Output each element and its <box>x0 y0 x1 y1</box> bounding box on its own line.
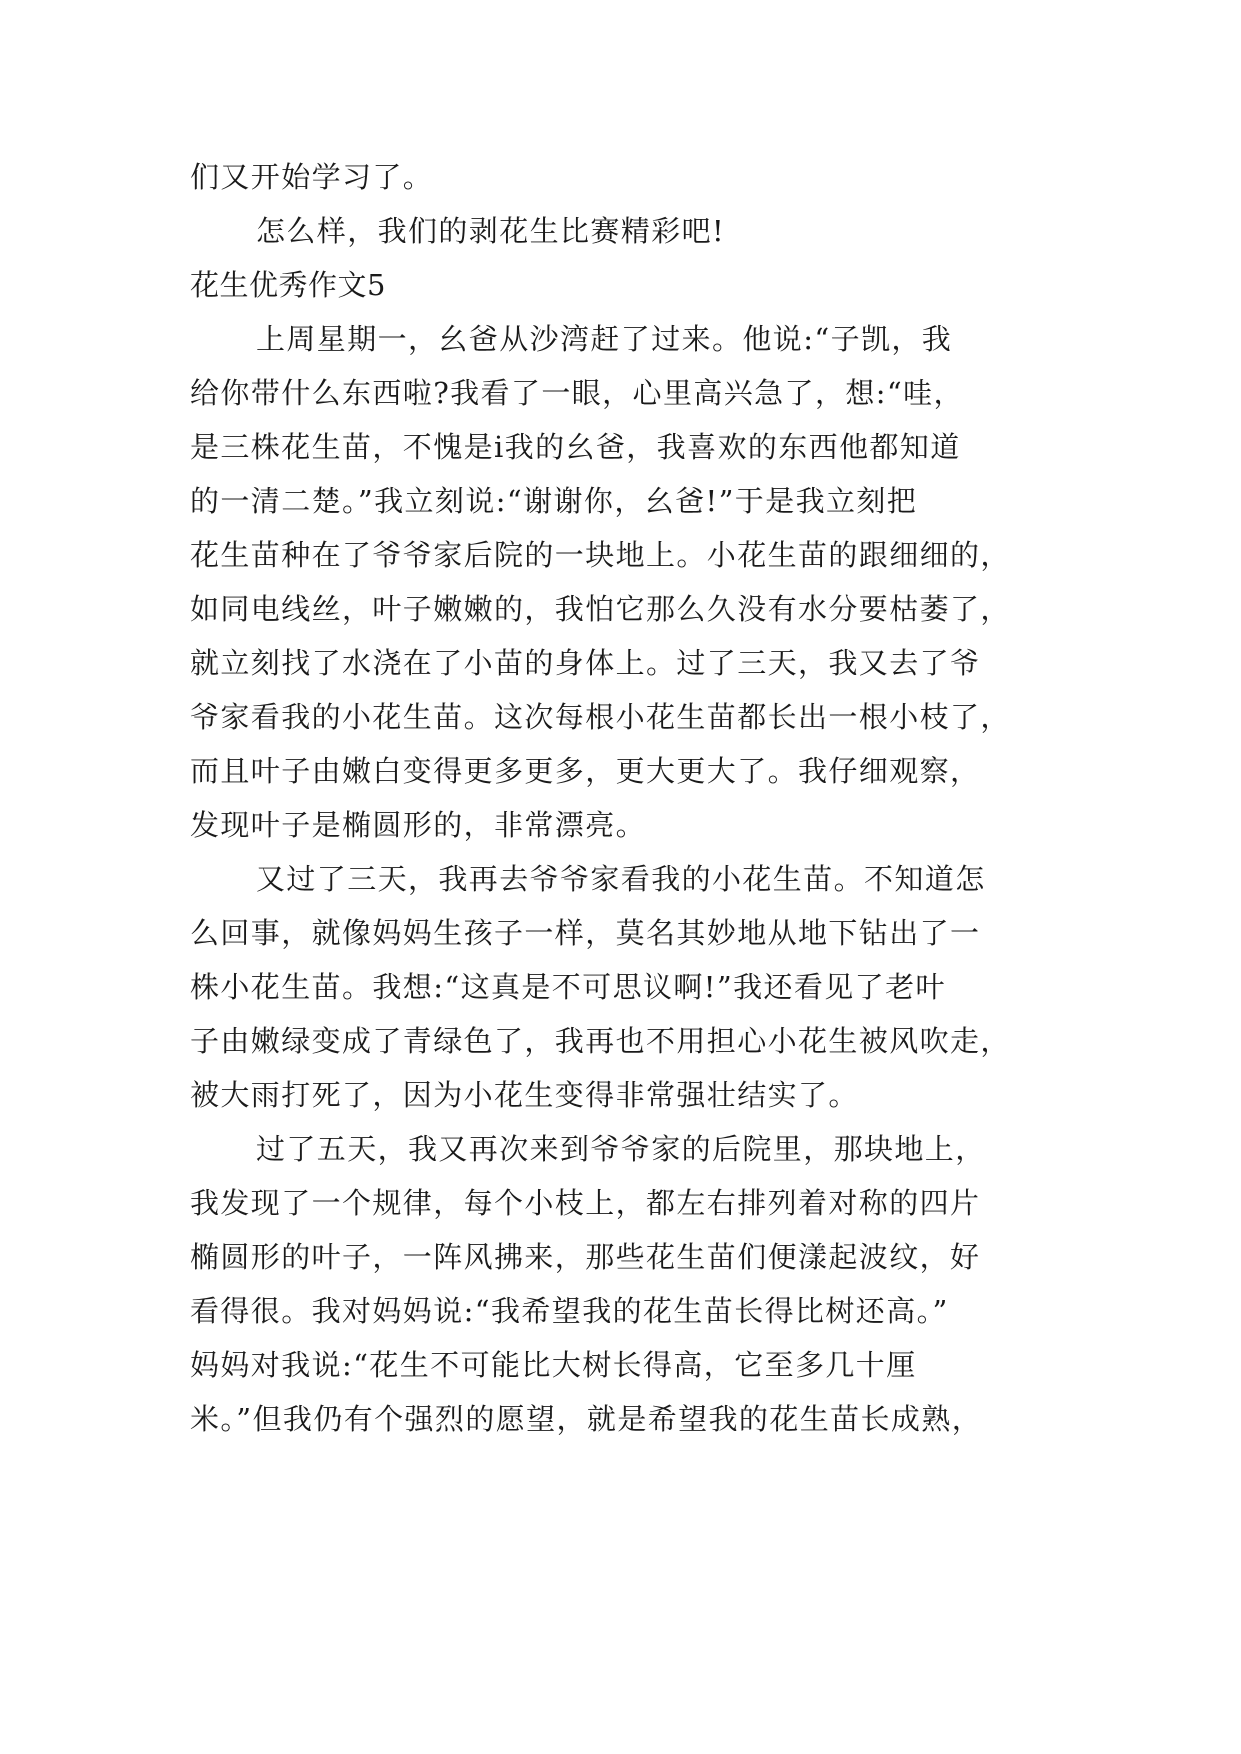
text-line: 就立刻找了水浇在了小苗的身体上。过了三天，我又去了爷 <box>190 646 981 680</box>
text-line: 过了五天，我又再次来到爷爷家的后院里，那块地上， <box>256 1132 986 1166</box>
text-line: 株小花生苗。我想:“这真是不可思议啊!”我还看见了老叶 <box>190 970 946 1004</box>
text-line: 米。”但我仍有个强烈的愿望，就是希望我的花生苗长成熟， <box>190 1402 983 1436</box>
text-line: 妈妈对我说:“花生不可能比大树长得高，它至多几十厘 <box>190 1348 917 1382</box>
text-line: 子由嫩绿变成了青绿色了，我再也不用担心小花生被风吹走， <box>190 1024 1011 1058</box>
text-line: 是三株花生苗，不愧是i我的幺爸，我喜欢的东西他都知道 <box>190 430 961 464</box>
section-heading: 花生优秀作文5 <box>190 268 386 302</box>
text-line: 被大雨打死了，因为小花生变得非常强壮结实了。 <box>190 1078 859 1112</box>
text-line: 们又开始学习了。 <box>190 160 434 194</box>
text-line: 如同电线丝，叶子嫩嫩的，我怕它那么久没有水分要枯萎了， <box>190 592 1011 626</box>
text-line: 发现叶子是椭圆形的，非常漂亮。 <box>190 808 647 842</box>
text-line: 我发现了一个规律，每个小枝上，都左右排列着对称的四片 <box>190 1186 981 1220</box>
text-line: 又过了三天，我再去爷爷家看我的小花生苗。不知道怎 <box>256 862 986 896</box>
text-line: 看得很。我对妈妈说:“我希望我的花生苗长得比树还高。” <box>190 1294 949 1328</box>
text-line: 花生苗种在了爷爷家后院的一块地上。小花生苗的跟细细的， <box>190 538 1011 572</box>
text-line: 的一清二楚。”我立刻说:“谢谢你，幺爸!”于是我立刻把 <box>190 484 918 518</box>
document-page <box>190 150 1060 1446</box>
text-line: 爷家看我的小花生苗。这次每根小花生苗都长出一根小枝了， <box>190 700 1011 734</box>
text-line: 而且叶子由嫩白变得更多更多，更大更大了。我仔细观察， <box>190 754 981 788</box>
text-line: 怎么样，我们的剥花生比赛精彩吧! <box>256 214 726 248</box>
text-line: 椭圆形的叶子，一阵风拂来，那些花生苗们便漾起波纹，好 <box>190 1240 981 1274</box>
text-line: 上周星期一，幺爸从沙湾赶了过来。他说:“子凯，我 <box>256 322 953 356</box>
text-line: 么回事，就像妈妈生孩子一样，莫名其妙地从地下钻出了一 <box>190 916 981 950</box>
text-line: 给你带什么东西啦?我看了一眼，心里高兴急了，想:“哇， <box>190 376 964 410</box>
